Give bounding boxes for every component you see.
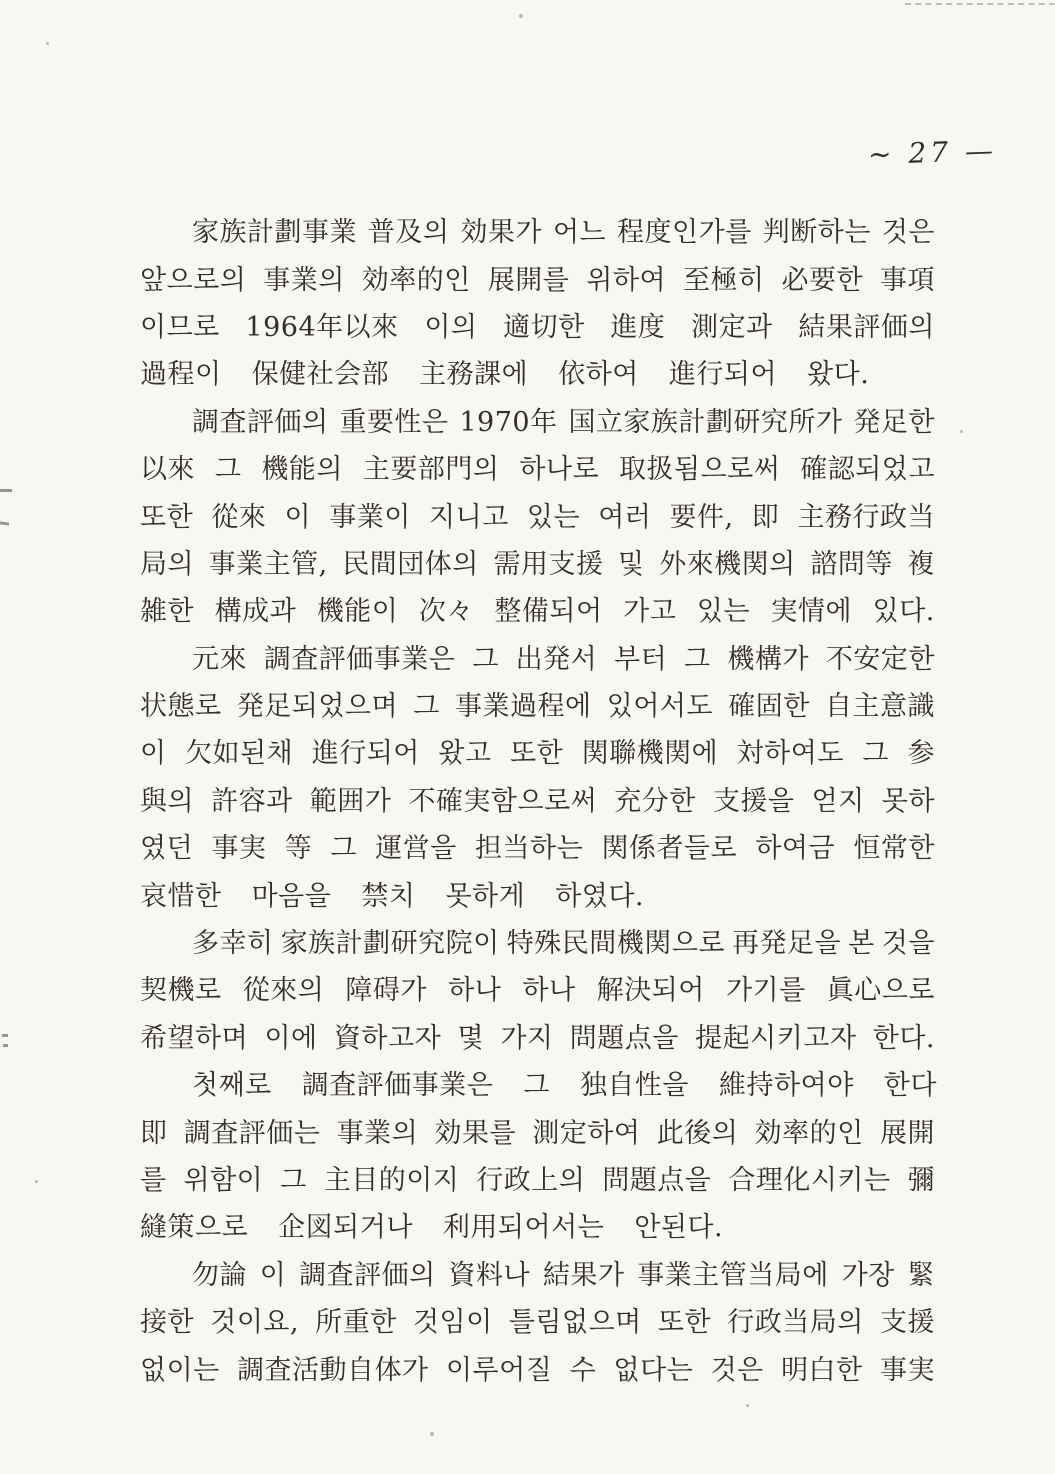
scan-speck (746, 1404, 749, 1407)
word: 不確実함으로써 (408, 785, 598, 817)
word: 그 (684, 643, 711, 675)
word: 機能의 (261, 454, 343, 486)
word: 가기를 (725, 975, 806, 1007)
scan-speck (519, 14, 523, 18)
scan-speck (960, 430, 963, 433)
word: 縫策으로 (140, 1212, 249, 1244)
word: 事実 (879, 1354, 935, 1386)
word: 次々 (418, 596, 474, 628)
word: 必要한 (781, 264, 864, 296)
word: 発足한 (853, 406, 935, 438)
word: 解決되어 (596, 975, 705, 1007)
word: 出発서 (515, 643, 598, 675)
word: 自主意識 (824, 691, 935, 723)
word: 至極히 (682, 264, 765, 296)
scan-artifact-line (905, 3, 1055, 5)
word: 위함이 (183, 1165, 264, 1196)
text-line (140, 1154, 935, 1201)
word: 禁치 (361, 880, 416, 912)
word: 수 (569, 1354, 597, 1386)
word: 그 (330, 833, 357, 865)
word: 從來 (211, 501, 267, 533)
word: 부터 (614, 643, 668, 675)
word: 1970年 (459, 406, 558, 438)
word: 効率的인 (361, 264, 471, 296)
word: 이루어질 (445, 1354, 553, 1386)
word: 事業이 (329, 501, 411, 533)
word: 主務課에 (419, 359, 529, 391)
word: 틀림없으며 (508, 1307, 642, 1339)
word: 即 (751, 501, 780, 533)
word: 또한 (140, 501, 194, 533)
word: 것을 (881, 928, 935, 960)
scan-speck (35, 1180, 38, 1183)
word: 諮問等 (810, 548, 893, 580)
word: 그 (862, 738, 889, 770)
word: 外來機関의 (659, 548, 796, 580)
word: 왔다. (807, 359, 870, 391)
word: 機構가 (727, 643, 810, 675)
word: 企図되거나 (278, 1212, 413, 1244)
text-line (140, 917, 935, 964)
word: 여러 (598, 501, 652, 533)
word: 것임이 (412, 1307, 493, 1339)
text-line (140, 443, 935, 490)
word: 効果가 (460, 217, 543, 249)
word: 調査活動自体가 (237, 1354, 429, 1386)
word: 있다. (872, 596, 935, 628)
word: 家族計劃事業 (192, 217, 357, 249)
word: 所重한 (315, 1307, 397, 1339)
word: 重要性은 (339, 406, 449, 438)
word: 얻지 (811, 785, 865, 817)
word: 및 (618, 548, 645, 580)
word: 어느 (552, 217, 607, 249)
word: 를 (140, 1165, 167, 1196)
word: 許容과 (211, 785, 293, 817)
word: 몇 (457, 1022, 485, 1054)
word: 普及의 (367, 217, 450, 249)
margin-mark (0, 489, 12, 492)
word: 調査評価事業은 (301, 1070, 494, 1102)
text-line (140, 1059, 935, 1106)
word: 事業의 (263, 264, 345, 296)
word: 것이요, (210, 1307, 300, 1339)
word: 行政当局의 (727, 1307, 864, 1339)
word: 要件, (669, 501, 734, 533)
word: 参 (907, 738, 935, 770)
word: 안된다. (634, 1212, 724, 1244)
text-line (140, 253, 935, 300)
word: 範囲가 (309, 785, 392, 817)
word: 提起시키고자 (695, 1022, 857, 1054)
word: 国立家族計劃研究所가 (568, 406, 843, 438)
word: 此後의 (656, 1117, 739, 1149)
word: 事業主管, (208, 548, 328, 580)
margin-mark (0, 521, 9, 525)
word: 実情에 (770, 596, 853, 628)
text-line (140, 206, 935, 253)
word: 以來 (140, 454, 195, 486)
word: 緊 (907, 1259, 935, 1291)
text-line (140, 301, 935, 348)
text-line (140, 348, 935, 395)
word: 하여금 (755, 833, 836, 865)
word: 即 (140, 1117, 168, 1149)
text-line (140, 538, 935, 585)
text-line (140, 822, 935, 869)
scan-speck (430, 1432, 434, 1436)
word: 그 (472, 643, 499, 675)
word: 事実 (211, 833, 267, 865)
word: 事業主管当局에 (637, 1259, 829, 1291)
word: 資料나 (448, 1259, 531, 1291)
word: 하나 (522, 975, 576, 1007)
word: 哀惜한 (140, 880, 222, 912)
margin-mark (2, 1034, 8, 1037)
word: 이에 (264, 1022, 318, 1054)
text-line (140, 1106, 935, 1153)
word: 運営을 (375, 833, 457, 865)
word: 그 (280, 1165, 307, 1196)
text-line (140, 1343, 935, 1390)
text-line (140, 1201, 935, 1248)
word: 가고 (623, 596, 677, 628)
word: 事項 (880, 264, 935, 296)
word: 있는 (526, 501, 581, 533)
word: 하나로 (519, 454, 600, 486)
word: 그 (523, 1070, 550, 1102)
word: 接한 (140, 1307, 195, 1339)
word: 위하여 (586, 264, 667, 296)
word: 機能이 (316, 596, 399, 628)
text-line (140, 1249, 935, 1296)
word: 維持하여야 (719, 1070, 854, 1102)
word: 것은 (881, 217, 935, 249)
text-line (140, 1012, 935, 1059)
word: 또한 (509, 738, 564, 770)
word: 再発足을 (732, 928, 842, 960)
word: 適切한 (503, 311, 585, 343)
word: 過程이 (140, 359, 222, 391)
word: 彌 (907, 1165, 935, 1196)
word: 이 (140, 738, 167, 770)
word: 問題点을 (602, 1165, 712, 1196)
word: 從來의 (242, 975, 325, 1007)
word: 그 (413, 691, 440, 723)
word: 状態로 (140, 691, 222, 723)
word: 있어서도 (606, 691, 714, 723)
word: 調査評価는 (183, 1117, 321, 1149)
word: 없다는 (613, 1354, 694, 1386)
text-line (140, 869, 935, 916)
word: 保健社会部 (251, 359, 390, 391)
word: 事業의 (336, 1117, 419, 1149)
word: 못하게 (445, 880, 526, 912)
word: 主要部門의 (362, 454, 500, 486)
text-line (140, 1296, 935, 1343)
word: 왔고 (438, 738, 492, 770)
word: 行政上의 (476, 1165, 586, 1196)
text-line (140, 585, 935, 632)
text-line (140, 396, 935, 443)
word: 調査評価의 (192, 406, 329, 438)
word: 判断하는 (762, 217, 871, 249)
word: 利用되어서는 (442, 1212, 605, 1244)
word: 못하 (881, 785, 935, 817)
word: 需用支援 (493, 548, 604, 580)
word: 가지 (500, 1022, 554, 1054)
word: 不安定한 (825, 643, 935, 675)
word: 複 (907, 548, 935, 580)
word: 與의 (140, 785, 195, 817)
text-line (140, 490, 935, 537)
word: 가장 (841, 1259, 895, 1291)
word: 지니고 (428, 501, 509, 533)
word: 効率的인 (754, 1117, 864, 1149)
word: 것은 (710, 1354, 764, 1386)
word: 充分한 (614, 785, 696, 817)
word: 主務行政当 (797, 501, 935, 533)
word: 効果를 (434, 1117, 517, 1149)
word: 程度인가를 (617, 217, 752, 249)
word: 雑한 (140, 596, 195, 628)
word: 取扱됨으로써 (618, 454, 781, 486)
word: 그 (214, 454, 242, 486)
word: 多幸히 (192, 928, 274, 960)
word: 確認되었고 (800, 454, 935, 486)
word: 이 (284, 501, 312, 533)
text-line (140, 680, 935, 727)
text-line (140, 775, 935, 822)
word: 測定하여 (532, 1117, 641, 1149)
scan-speck (46, 42, 49, 45)
word: 結果가 (542, 1259, 625, 1291)
margin-mark (3, 1044, 8, 1047)
text-line (140, 727, 935, 774)
word: 恒常한 (853, 833, 935, 865)
word: 局의 (140, 548, 195, 580)
word: 마음을 (251, 880, 332, 912)
word: 明白한 (781, 1354, 863, 1386)
word: 発足되었으며 (236, 691, 399, 723)
word: 있는 (696, 596, 750, 628)
word: 事業過程에 (454, 691, 592, 723)
word: 展開를 (487, 264, 570, 296)
word: 없이는 (140, 1354, 220, 1386)
word: 進行되어 (668, 359, 778, 391)
word: 한다 (883, 1070, 937, 1102)
word: 이의 (424, 311, 478, 343)
word: 支援 (879, 1307, 935, 1339)
word: 또한 (657, 1307, 712, 1339)
word: 希望하며 (140, 1022, 249, 1054)
word: 資하고자 (333, 1022, 442, 1054)
text-line (140, 964, 935, 1011)
word: 整備되어 (494, 596, 603, 628)
word: 主目的이지 (323, 1165, 460, 1196)
word: 対하여도 (736, 738, 844, 770)
word: 測定과 (691, 311, 773, 343)
word: 欠如된채 (185, 738, 294, 770)
word: 調査評価의 (299, 1259, 436, 1291)
word: 앞으로의 (140, 264, 247, 296)
word: 合理化시키는 (728, 1165, 891, 1196)
word: 이므로 (140, 311, 220, 343)
word: 独自性을 (579, 1070, 690, 1102)
word: 한다. (872, 1022, 935, 1054)
word: 첫째로 (192, 1070, 272, 1102)
word: 依하여 (558, 359, 639, 391)
word: 問題点을 (569, 1022, 679, 1054)
word: 関係者들로 (601, 833, 738, 865)
word: 家族計劃研究院이 (280, 928, 500, 960)
word: 勿論 (192, 1259, 247, 1291)
word: 進行되어 (311, 738, 420, 770)
word: 였던 (140, 833, 194, 865)
text-line (140, 633, 935, 680)
word: 構成과 (214, 596, 297, 628)
word: 等 (284, 833, 313, 865)
word: 関聯機関에 (581, 738, 719, 770)
word: 하나 (448, 975, 502, 1007)
word: 担当하는 (475, 833, 584, 865)
page-number: ∼ 27 — (867, 133, 998, 172)
word: 確固한 (728, 691, 810, 723)
word: 障碍가 (345, 975, 427, 1007)
word: 契機로 (140, 975, 222, 1007)
word: 1964年以來 (245, 311, 399, 343)
word: 結果評価의 (798, 311, 935, 343)
word: 調査評価事業은 (263, 643, 456, 675)
word: 이 (259, 1259, 287, 1291)
word: 展開 (880, 1117, 935, 1149)
word: 進度 (610, 311, 666, 343)
word: 元來 (192, 643, 247, 675)
word: 民間団体의 (342, 548, 479, 580)
word: 支援을 (712, 785, 795, 817)
word: 본 (848, 928, 875, 960)
word: 特殊民間機関으로 (506, 928, 725, 960)
word: 하였다. (555, 880, 645, 912)
word: 眞心으로 (826, 975, 935, 1007)
document-body (140, 206, 935, 1391)
